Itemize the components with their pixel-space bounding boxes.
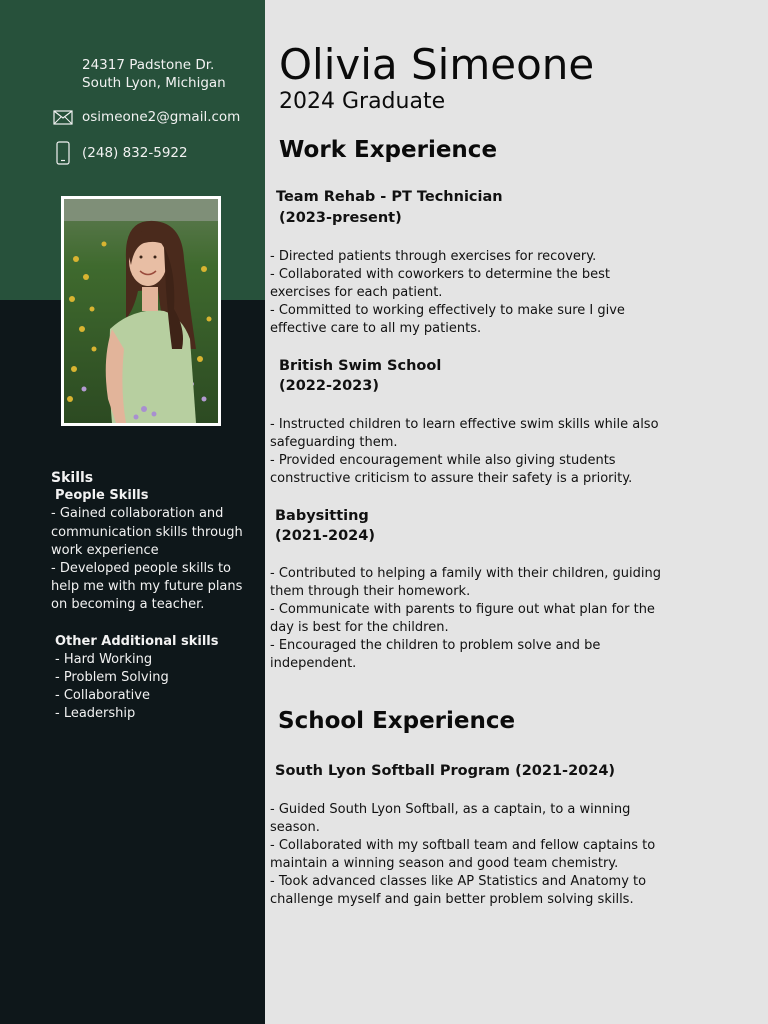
school-description	[270, 801, 662, 910]
job-description	[270, 416, 670, 488]
school-bullet: - Took advanced classes like AP Statistics and Anatomy to challenge myself and gain better problem solving skills.	[270, 874, 647, 908]
job-title: Team Rehab - PT Technician	[276, 189, 503, 205]
email-row	[52, 108, 240, 126]
job-bullet: - Directed patients through exercises for recovery.	[270, 249, 597, 264]
address-line-1: 24317 Padstone Dr.	[82, 57, 215, 73]
job-bullet: - Instructed children to learn effective swim skills while also safeguarding them.	[270, 417, 659, 451]
job-title: British Swim School	[279, 358, 442, 374]
phone-number[interactable]: (248) 832-5922	[82, 145, 188, 161]
envelope-icon	[52, 110, 74, 125]
school-program-title: South Lyon Softball Program (2021-2024)	[275, 763, 616, 779]
skills-heading: Skills	[51, 470, 94, 486]
job-bullet: - Communicate with parents to figure out what plan for the day is best for the children.	[270, 602, 655, 636]
job-dates: (2023-present)	[279, 210, 402, 226]
profile-photo	[61, 196, 221, 426]
other-skill-item: - Problem Solving	[55, 670, 169, 686]
people-skill-item: - Gained collaboration and communication skills through work experience	[51, 506, 243, 558]
skills-section	[51, 469, 251, 724]
job-bullet: - Committed to working effectively to make sure I give effective care to all my patients.	[270, 303, 625, 337]
job-dates: (2021-2024)	[275, 528, 375, 544]
other-skill-item: - Collaborative	[55, 688, 150, 704]
school-bullet: - Collaborated with my softball team and fellow captains to maintain a winning season and good team chemistry.	[270, 838, 656, 872]
address-line-2: South Lyon, Michigan	[82, 75, 226, 91]
mobile-phone-icon	[52, 141, 74, 165]
job-dates: (2022-2023)	[279, 378, 379, 394]
profile-photo-image	[64, 199, 218, 423]
phone-row	[52, 141, 188, 165]
job-bullet: - Provided encouragement while also giving students constructive criticism to assure their safety is a priority.	[270, 453, 633, 487]
school-experience-heading: School Experience	[278, 708, 516, 734]
resume-name: Olivia Simeone	[279, 40, 595, 89]
other-skill-item: - Leadership	[55, 706, 136, 722]
job-bullet: - Encouraged the children to problem solve and be independent.	[270, 638, 601, 672]
job-bullet: - Collaborated with coworkers to determine the best exercises for each patient.	[270, 267, 610, 301]
people-skill-item: - Developed people skills to help me with my future plans on becoming a teacher.	[51, 561, 243, 613]
resume-subtitle: 2024 Graduate	[279, 89, 446, 114]
school-bullet: - Guided South Lyon Softball, as a captain, to a winning season.	[270, 802, 631, 836]
email-address[interactable]: osimeone2@gmail.com	[82, 109, 241, 125]
work-experience-heading: Work Experience	[279, 137, 498, 163]
people-skills-heading: People Skills	[55, 488, 149, 504]
other-skills-heading: Other Additional skills	[55, 633, 219, 649]
other-skill-item: - Hard Working	[55, 651, 153, 667]
job-description	[270, 565, 678, 674]
job-bullet: - Contributed to helping a family with their children, guiding them through their homework.	[270, 566, 662, 600]
job-title: Babysitting	[275, 508, 369, 524]
address-block	[82, 56, 226, 92]
job-description	[270, 248, 670, 338]
